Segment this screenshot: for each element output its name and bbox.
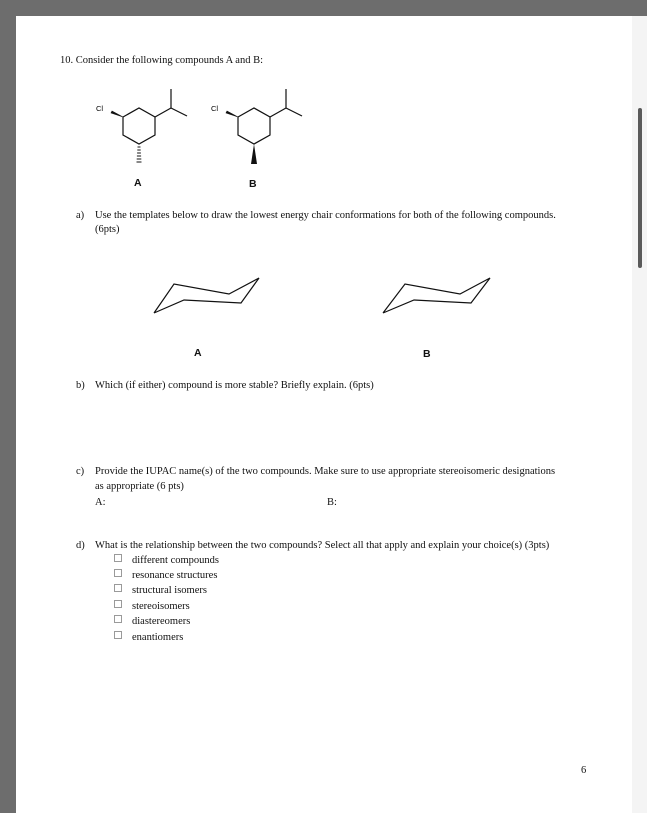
- template-label-a: A: [194, 347, 202, 359]
- option-label: diastereomers: [132, 616, 191, 627]
- part-c-text: Provide the IUPAC name(s) of the two compounds. Make sure to use appropriate stereoisomeric designations: [95, 466, 556, 477]
- checkbox[interactable]: [114, 554, 122, 562]
- checkbox[interactable]: [114, 631, 122, 639]
- option-label: resonance structures: [132, 570, 218, 581]
- compound-label-a: A: [134, 177, 142, 189]
- question-heading: 10. Consider the following compounds A and B:: [60, 55, 263, 66]
- option-resonance-structures[interactable]: [114, 569, 217, 582]
- part-a-letter: a): [76, 210, 85, 221]
- option-label: structural isomers: [132, 585, 207, 596]
- compound-label-b: B: [249, 178, 257, 190]
- part-d-letter: d): [76, 540, 85, 551]
- part-c-letter: c): [76, 466, 85, 477]
- cl-label-b: Cl: [211, 104, 219, 113]
- option-label: enantiomers: [132, 632, 184, 643]
- option-label: stereoisomers: [132, 601, 190, 612]
- part-b-text: Which (if either) compound is more stable? Briefly explain. (6pts): [95, 380, 374, 391]
- checkbox[interactable]: [114, 584, 122, 592]
- checkbox[interactable]: [114, 569, 122, 577]
- part-a-text: Use the templates below to draw the lowest energy chair conformations for both of the following compounds.: [95, 210, 556, 221]
- part-c-text2: as appropriate (6 pts): [95, 481, 184, 492]
- checkbox[interactable]: [114, 600, 122, 608]
- part-d-text: What is the relationship between the two compounds? Select all that apply and explain your choice(s) (3pts): [95, 540, 550, 551]
- option-stereoisomers[interactable]: [114, 600, 190, 613]
- page-number: 6: [581, 765, 587, 776]
- cl-label-a: Cl: [96, 104, 104, 113]
- scrollbar-thumb[interactable]: [638, 108, 642, 268]
- part-a-points: (6pts): [95, 224, 120, 235]
- option-diastereomers[interactable]: [114, 615, 190, 628]
- option-structural-isomers[interactable]: [114, 584, 207, 597]
- option-different-compounds[interactable]: [114, 554, 219, 567]
- option-label: different compounds: [132, 555, 219, 566]
- answer-b-label: B:: [327, 497, 337, 508]
- template-label-b: B: [423, 348, 431, 360]
- option-enantiomers[interactable]: [114, 631, 183, 644]
- answer-a-label: A:: [95, 497, 106, 508]
- checkbox[interactable]: [114, 615, 122, 623]
- chair-template-b: [16, 16, 632, 356]
- part-b-letter: b): [76, 380, 85, 391]
- scrollbar[interactable]: [632, 16, 647, 813]
- document-page: [16, 16, 632, 813]
